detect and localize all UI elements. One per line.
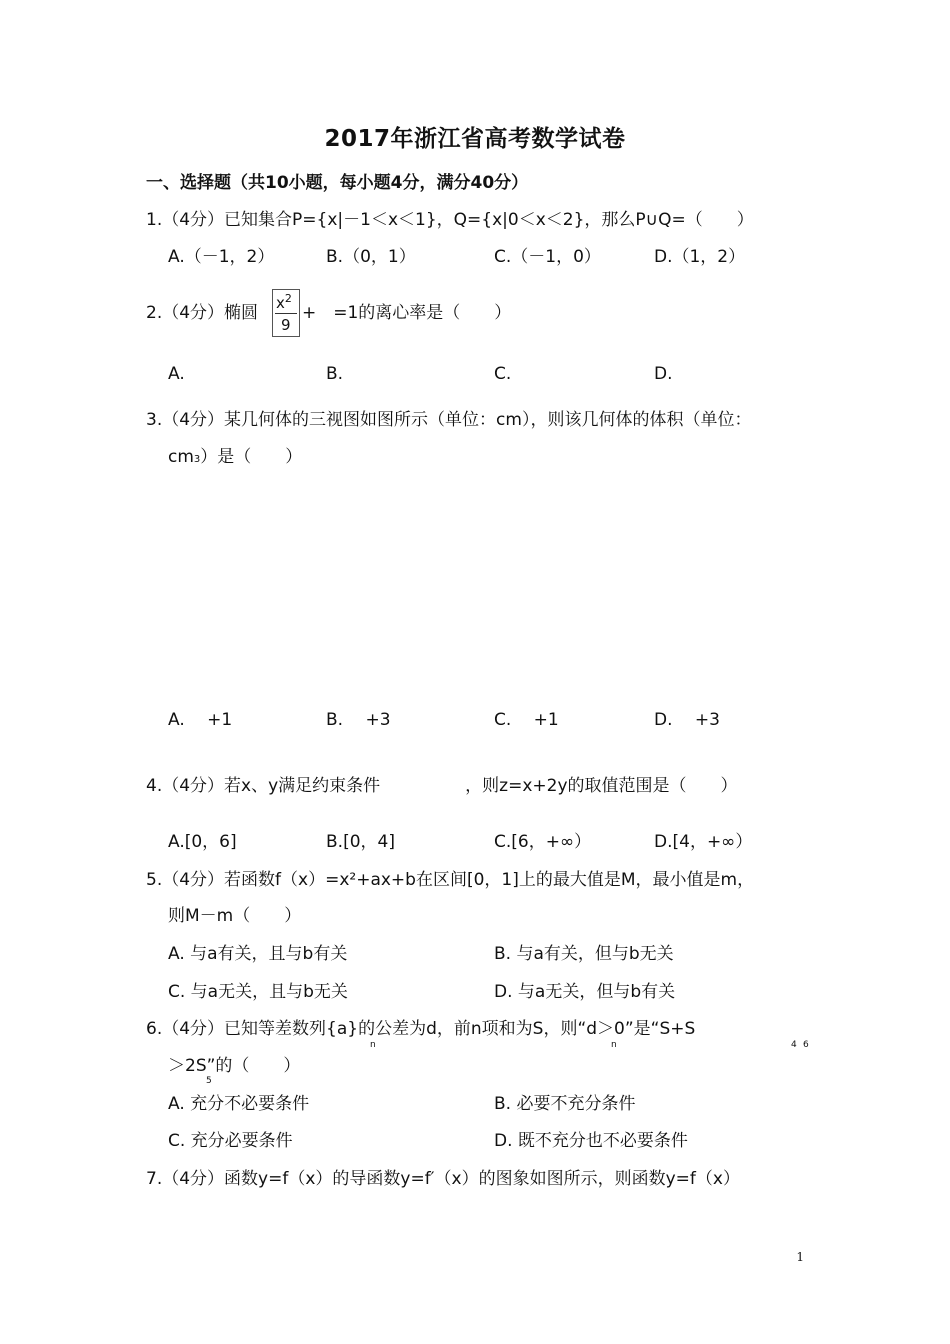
question-1-option-a: A.（－1，2）: [168, 247, 275, 267]
ellipse-fraction: [272, 289, 300, 337]
question-3-option-a: A. +1: [168, 710, 233, 730]
section-heading: 一、选择题（共10小题，每小题4分，满分40分）: [146, 173, 529, 193]
subscript-4: 4: [791, 1040, 797, 1050]
subscript-6: 6: [803, 1040, 809, 1050]
question-2-suffix: + =1的离心率是（ ）: [302, 303, 512, 323]
question-6-option-a: A. 充分不必要条件: [168, 1094, 310, 1114]
question-4-option-c: C.[6，+∞）: [494, 832, 592, 852]
question-5-option-b: B. 与a有关，但与b无关: [494, 944, 674, 964]
fraction-denominator: 9: [281, 316, 291, 334]
question-6-option-b: B. 必要不充分条件: [494, 1094, 636, 1114]
question-1-stem: 1.（4分）已知集合P={x|－1＜x＜1}，Q={x|0＜x＜2}，那么P∪Q=（ ）: [146, 210, 754, 230]
fraction-numerator: $x^2$: [276, 292, 292, 312]
question-2-option-c: C.: [494, 364, 512, 384]
question-5-stem-line1: 5.（4分）若函数f（x）=x²+ax+b在区间[0，1]上的最大值是M，最小值是m，: [146, 870, 755, 890]
question-5-option-d: D. 与a无关，但与b有关: [494, 982, 676, 1002]
question-2-option-b: B.: [326, 364, 344, 384]
question-6-stem-line1: 6.（4分）已知等差数列{a}的公差为d，前n项和为S，则“d＞0”是“S+S: [146, 1019, 696, 1039]
question-4-option-d: D.[4，+∞）: [654, 832, 753, 852]
question-6-stem-line2: ＞2S”的（ ）: [168, 1056, 301, 1076]
subscript-n-1: n: [370, 1040, 376, 1050]
question-7-stem: 7.（4分）函数y=f（x）的导函数y=f′（x）的图象如图所示，则函数y=f（x）: [146, 1169, 740, 1189]
question-2-prefix: 2.（4分）椭圆: [146, 303, 259, 323]
question-5-stem-line2: 则M－m（ ）: [168, 906, 302, 926]
question-6-option-d: D. 既不充分也不必要条件: [494, 1131, 688, 1151]
question-1-option-d: D.（1，2）: [654, 247, 746, 267]
question-6-option-c: C. 充分必要条件: [168, 1131, 293, 1151]
question-3-option-c: C. +1: [494, 710, 559, 730]
question-3-stem-line2: cm3）是（ ）: [168, 447, 303, 467]
subscript-5: 5: [206, 1076, 212, 1086]
page-number: 1: [796, 1250, 804, 1264]
question-1-option-b: B.（0，1）: [326, 247, 416, 267]
question-2-option-d: D.: [654, 364, 673, 384]
question-4-option-a: A.[0，6]: [168, 832, 237, 852]
question-4-option-b: B.[0，4]: [326, 832, 395, 852]
fraction-bar: [275, 313, 297, 314]
question-5-option-a: A. 与a有关，且与b有关: [168, 944, 348, 964]
question-3-option-b: B. +3: [326, 710, 391, 730]
subscript-n-2: n: [611, 1040, 617, 1050]
question-3-option-d: D. +3: [654, 710, 720, 730]
question-5-option-c: C. 与a无关，且与b无关: [168, 982, 348, 1002]
question-3-stem-line1: 3.（4分）某几何体的三视图如图所示（单位：cm），则该几何体的体积（单位：: [146, 410, 752, 430]
question-2-option-a: A.: [168, 364, 185, 384]
page-title: 2017年浙江省高考数学试卷: [324, 126, 626, 152]
question-4-stem: 4.（4分）若x、y满足约束条件 ，则z=x+2y的取值范围是（ ）: [146, 776, 738, 796]
question-1-option-c: C.（－1，0）: [494, 247, 601, 267]
